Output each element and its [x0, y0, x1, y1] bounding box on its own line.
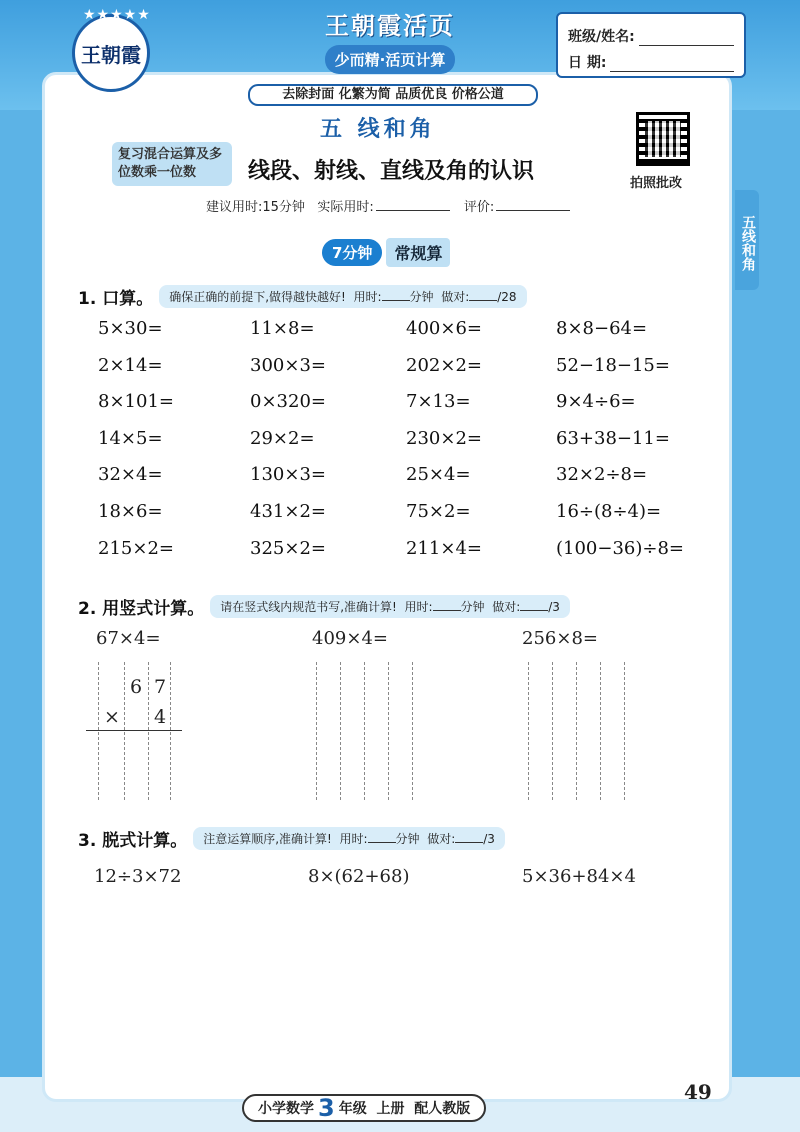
oral-problem: 32×4=	[98, 464, 163, 486]
worksheet-page	[42, 72, 732, 1102]
lesson-title: 线段、射线、直线及角的认识	[248, 159, 535, 184]
guide-line	[600, 662, 601, 800]
actual-time-field[interactable]	[376, 199, 450, 211]
logo-text: 王朝霞	[81, 42, 141, 67]
actual-time-label: 实际用时:	[317, 200, 374, 215]
footer-volume: 上册	[376, 1101, 405, 1117]
q1-time-label: 用时:	[353, 290, 382, 304]
brand-banner	[290, 6, 490, 74]
q3-note-box	[193, 827, 505, 850]
section-badge	[322, 238, 450, 266]
brand-title: 王朝霞活页	[325, 12, 455, 40]
q2-correct-field[interactable]	[520, 601, 548, 611]
footer-subject: 小学数学	[258, 1101, 314, 1117]
qr-code-icon[interactable]	[636, 112, 690, 166]
suggested-time: 建议用时:15分钟	[206, 200, 305, 215]
oral-problem: 325×2=	[250, 537, 326, 559]
q1-time-unit: 分钟	[409, 290, 434, 304]
guide-line	[624, 662, 625, 800]
brand-subtitle: 少而精·活页计算	[325, 45, 456, 74]
q1-title: 1. 口算。	[78, 289, 154, 309]
oral-problem: 5×30=	[98, 318, 163, 339]
vertical-problem: 409×4=	[312, 628, 388, 649]
guide-line	[576, 662, 577, 800]
oral-problem: 14×5=	[98, 427, 163, 449]
oral-problem: 8×101=	[98, 391, 174, 413]
date-label: 日 期:	[568, 55, 607, 71]
q1-note-box	[159, 285, 526, 308]
vertical-problem: 67×4=	[96, 628, 161, 649]
example-operator: ×	[104, 706, 120, 728]
q2-note: 请在竖式线内规范书写,准确计算!	[220, 600, 397, 614]
q2-time-unit: 分钟	[460, 600, 485, 614]
footer-label	[242, 1094, 486, 1122]
q3-total: /3	[483, 832, 495, 846]
rating-field[interactable]	[496, 199, 570, 211]
oral-problem: 11×8=	[250, 318, 315, 339]
q2-total: /3	[548, 600, 560, 614]
footer-edition: 配人教版	[414, 1101, 471, 1117]
guide-line	[552, 662, 553, 800]
vertical-problem: 256×8=	[522, 628, 598, 649]
unit-title: 五 线和角	[320, 117, 436, 142]
oral-problems-grid	[98, 318, 718, 574]
oral-problem: 9×4÷6=	[556, 391, 636, 413]
oral-problem: 230×2=	[406, 427, 482, 449]
q2-header	[78, 594, 570, 619]
oral-problem: 400×6=	[406, 318, 482, 339]
step-problem: 5×36+84×4	[522, 866, 636, 887]
date-field[interactable]	[610, 54, 734, 72]
footer-grade-number: 3	[318, 1094, 335, 1122]
q3-time-field[interactable]	[368, 833, 396, 843]
guide-line	[124, 662, 125, 800]
guide-line	[340, 662, 341, 800]
oral-problem: 63+38−11=	[556, 427, 670, 449]
q1-header	[78, 284, 527, 309]
oral-problem: 18×6=	[98, 500, 163, 522]
guide-line	[364, 662, 365, 800]
oral-problem: 8×8−64=	[556, 318, 648, 339]
q1-time-field[interactable]	[382, 291, 410, 301]
q3-note: 注意运算顺序,准确计算!	[203, 832, 332, 846]
class-name-field[interactable]	[639, 28, 734, 46]
oral-problem: 2×14=	[98, 354, 163, 376]
section-name: 常规算	[386, 238, 450, 267]
section-minutes: 7分钟	[322, 239, 382, 266]
q3-correct-field[interactable]	[455, 833, 483, 843]
step-problem: 12÷3×72	[94, 866, 182, 887]
q1-correct-field[interactable]	[469, 291, 497, 301]
q2-note-box	[210, 595, 570, 618]
oral-problem: 215×2=	[98, 537, 174, 559]
example-digit: 7	[154, 676, 167, 698]
oral-problem: 431×2=	[250, 500, 326, 522]
q3-time-label: 用时:	[339, 832, 368, 846]
oral-problem: 75×2=	[406, 500, 471, 522]
side-tab: 五线和角	[735, 190, 759, 290]
rating-label: 评价:	[463, 200, 495, 215]
guide-line	[388, 662, 389, 800]
q3-time-unit: 分钟	[395, 832, 420, 846]
example-digit: 4	[154, 706, 167, 728]
oral-problem: 202×2=	[406, 354, 482, 376]
q1-note: 确保正确的前提下,做得越快越好!	[169, 290, 346, 304]
step-problem: 8×(62+68)	[308, 866, 410, 887]
class-name-label: 班级/姓名:	[568, 29, 635, 45]
review-tag: 复习混合运算及多位数乘一位数	[112, 142, 232, 186]
slogan: 去除封面 化繁为简 品质优良 价格公道	[248, 84, 538, 106]
oral-problem: 32×2÷8=	[556, 464, 648, 486]
oral-problem: 300×3=	[250, 354, 326, 376]
oral-problem: (100−36)÷8=	[556, 537, 685, 559]
example-digit: 6	[130, 676, 143, 698]
q1-correct-label: 做对:	[441, 290, 470, 304]
q2-time-field[interactable]	[433, 601, 461, 611]
time-line	[206, 196, 580, 215]
oral-problem: 52−18−15=	[556, 354, 670, 376]
stars-icon: ★★★★★	[83, 7, 151, 23]
q3-header	[78, 826, 505, 851]
oral-problem: 211×4=	[406, 537, 482, 559]
brand-logo	[72, 7, 151, 92]
oral-problem: 0×320=	[250, 391, 326, 413]
oral-problem: 16÷(8÷4)=	[556, 500, 662, 522]
page-number: 49	[684, 1080, 712, 1104]
q1-total: /28	[497, 290, 517, 304]
guide-line	[528, 662, 529, 800]
guide-line	[148, 662, 149, 800]
oral-problem: 25×4=	[406, 464, 471, 486]
guide-line	[316, 662, 317, 800]
q2-title: 2. 用竖式计算。	[78, 599, 205, 619]
oral-problem: 29×2=	[250, 427, 315, 449]
guide-line	[98, 662, 99, 800]
q2-time-label: 用时:	[404, 600, 433, 614]
guide-line	[170, 662, 171, 800]
example-result-line	[86, 730, 182, 731]
oral-problem: 7×13=	[406, 391, 471, 413]
student-info-box	[556, 12, 746, 78]
oral-problem: 130×3=	[250, 464, 326, 486]
footer-grade-label: 年级	[338, 1101, 367, 1117]
q3-correct-label: 做对:	[427, 832, 456, 846]
guide-line	[412, 662, 413, 800]
q2-correct-label: 做对:	[492, 600, 521, 614]
q3-title: 3. 脱式计算。	[78, 831, 188, 851]
qr-label: 拍照批改	[630, 176, 683, 191]
